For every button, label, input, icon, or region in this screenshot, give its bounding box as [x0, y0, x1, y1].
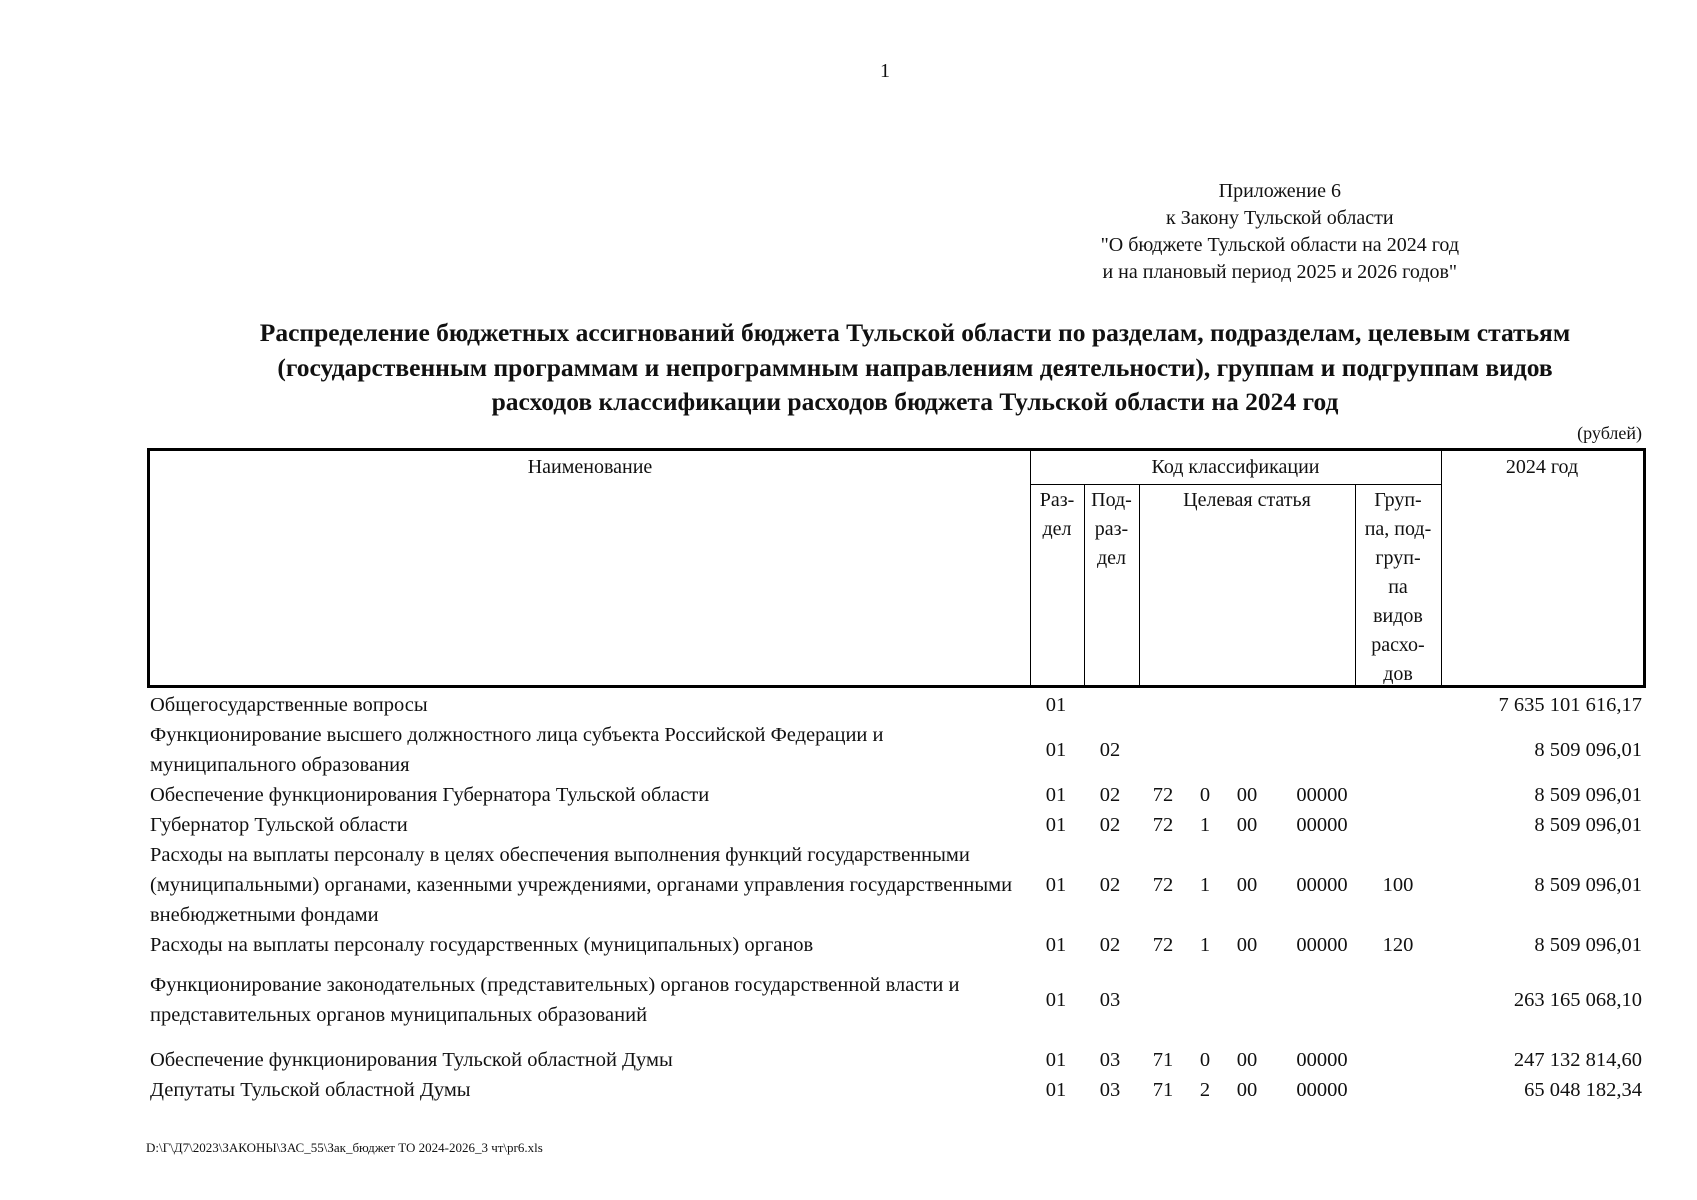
header-podrazdel — [1084, 486, 1139, 573]
header-group-line: па — [1388, 576, 1408, 598]
row-amount: 8 509 096,01 — [1534, 874, 1642, 896]
table-row — [0, 780, 1697, 810]
row-razdel: 01 — [1045, 874, 1067, 896]
table-row — [0, 1075, 1697, 1105]
row-amount: 8 509 096,01 — [1534, 934, 1642, 956]
row-razdel: 01 — [1045, 694, 1067, 716]
row-name: Расходы на выплаты персоналу в целях обеспечения выполнения функций государственными (муниципальными) органами, казенными учреждениями, органами управления государственными внебюджетными фондами — [150, 844, 1013, 926]
row-target-subprogram: 0 — [1199, 1049, 1211, 1071]
appendix-line: к Закону Тульской области — [1165, 207, 1394, 229]
row-podrazdel: 02 — [1099, 739, 1121, 761]
page-number: 1 — [880, 60, 890, 82]
row-target-main: 00 — [1236, 934, 1258, 956]
row-target-program: 72 — [1152, 814, 1174, 836]
row-target-direction: 00000 — [1296, 1049, 1348, 1071]
document-title — [150, 316, 1680, 420]
row-razdel: 01 — [1045, 784, 1067, 806]
row-target-direction: 00000 — [1296, 784, 1348, 806]
row-target-program: 72 — [1152, 874, 1174, 896]
row-target-main: 00 — [1236, 1079, 1258, 1101]
title-line: (государственным программам и непрограммным направлениям деятельности), группам и подгруппам видов — [277, 352, 1553, 382]
row-name: Расходы на выплаты персоналу государственных (муниципальных) органов — [150, 934, 814, 956]
row-target-subprogram: 1 — [1199, 814, 1211, 836]
row-target-program: 71 — [1152, 1049, 1174, 1071]
appendix-line: Приложение 6 — [1218, 180, 1341, 202]
header-name: Наименование — [527, 456, 653, 478]
row-podrazdel: 03 — [1099, 1079, 1121, 1101]
appendix-line: "О бюджете Тульской области на 2024 год — [1100, 234, 1459, 256]
header-code: Код классификации — [1151, 456, 1320, 478]
header-year: 2024 год — [1505, 456, 1579, 478]
title-line: Распределение бюджетных ассигнований бюджета Тульской области по разделам, подразделам, целевым статьям — [259, 318, 1571, 347]
header-group-line: груп- — [1375, 547, 1421, 569]
row-name: Депутаты Тульской областной Думы — [150, 1079, 471, 1101]
header-podrazdel-line: Под- — [1091, 489, 1132, 511]
row-target-direction: 00000 — [1296, 874, 1348, 896]
row-razdel: 01 — [1045, 989, 1067, 1011]
title-line: расходов классификации расходов бюджета Тульской области на 2024 год — [491, 387, 1339, 416]
units-label: (рублей) — [1577, 423, 1642, 443]
row-target-main: 00 — [1236, 1049, 1258, 1071]
row-name: Функционирование законодательных (представительных) органов государственной власти и представительных органов муниципальных образований — [150, 974, 960, 1026]
row-podrazdel: 03 — [1099, 989, 1121, 1011]
row-razdel: 01 — [1045, 934, 1067, 956]
file-path-footer: D:\Г\Д7\2023\ЗАКОНЫ\ЗАС_55\Зак_бюджет ТО 2024-2026_3 чт\pr6.xls — [146, 1140, 543, 1155]
table-row — [0, 690, 1697, 720]
row-amount: 8 509 096,01 — [1534, 784, 1642, 806]
row-divider — [1030, 484, 1441, 485]
row-target-program: 71 — [1152, 1079, 1174, 1101]
row-expense-group: 120 — [1382, 934, 1414, 956]
header-group-line: дов — [1383, 663, 1413, 685]
row-razdel: 01 — [1045, 814, 1067, 836]
row-target-program: 72 — [1152, 934, 1174, 956]
row-target-direction: 00000 — [1296, 1079, 1348, 1101]
row-expense-group: 100 — [1382, 874, 1414, 896]
row-podrazdel: 02 — [1099, 784, 1121, 806]
header-podrazdel-line: раз- — [1094, 518, 1129, 540]
table-row — [0, 930, 1697, 960]
row-name: Губернатор Тульской области — [150, 814, 408, 836]
row-amount: 8 509 096,01 — [1534, 814, 1642, 836]
row-target-program: 72 — [1152, 784, 1174, 806]
table-row — [0, 1045, 1697, 1075]
header-group-line: Груп- — [1374, 489, 1422, 511]
row-target-subprogram: 1 — [1199, 874, 1211, 896]
row-amount: 7 635 101 616,17 — [1498, 694, 1642, 716]
table-row — [0, 720, 1697, 780]
header-group-line: расхо- — [1371, 634, 1425, 656]
row-target-main: 00 — [1236, 874, 1258, 896]
row-target-direction: 00000 — [1296, 934, 1348, 956]
row-podrazdel: 02 — [1099, 934, 1121, 956]
row-podrazdel: 03 — [1099, 1049, 1121, 1071]
row-razdel: 01 — [1045, 1079, 1067, 1101]
row-target-main: 00 — [1236, 814, 1258, 836]
row-target-main: 00 — [1236, 784, 1258, 806]
header-podrazdel-line: дел — [1096, 547, 1127, 569]
row-amount: 65 048 182,34 — [1524, 1079, 1642, 1101]
appendix-caption — [1101, 178, 1459, 286]
header-target: Целевая статья — [1183, 489, 1311, 511]
row-podrazdel: 02 — [1099, 874, 1121, 896]
row-amount: 8 509 096,01 — [1534, 739, 1642, 761]
table-header — [147, 448, 1646, 688]
col-divider — [1441, 451, 1442, 685]
row-amount: 247 132 814,60 — [1513, 1049, 1642, 1071]
row-target-subprogram: 1 — [1199, 934, 1211, 956]
header-group-line: па, под- — [1364, 518, 1432, 540]
row-amount: 263 165 068,10 — [1513, 989, 1642, 1011]
row-target-direction: 00000 — [1296, 814, 1348, 836]
row-target-subprogram: 0 — [1199, 784, 1211, 806]
table-row — [0, 840, 1697, 930]
row-razdel: 01 — [1045, 739, 1067, 761]
row-razdel: 01 — [1045, 1049, 1067, 1071]
row-name: Функционирование высшего должностного лица субъекта Российской Федерации и муниципального образования — [150, 724, 884, 776]
header-group — [1355, 486, 1441, 689]
header-razdel-line: дел — [1042, 518, 1072, 540]
header-razdel — [1030, 486, 1084, 544]
appendix-line: и на плановый период 2025 и 2026 годов" — [1102, 261, 1458, 283]
row-podrazdel: 02 — [1099, 814, 1121, 836]
header-group-line: видов — [1373, 605, 1423, 627]
row-name: Обеспечение функционирования Губернатора Тульской области — [150, 784, 710, 806]
table-row — [0, 970, 1697, 1030]
row-name: Обеспечение функционирования Тульской областной Думы — [150, 1049, 673, 1071]
row-name: Общегосударственные вопросы — [150, 694, 428, 716]
table-row — [0, 810, 1697, 840]
header-razdel-line: Раз- — [1039, 489, 1075, 511]
row-target-subprogram: 2 — [1199, 1079, 1211, 1101]
